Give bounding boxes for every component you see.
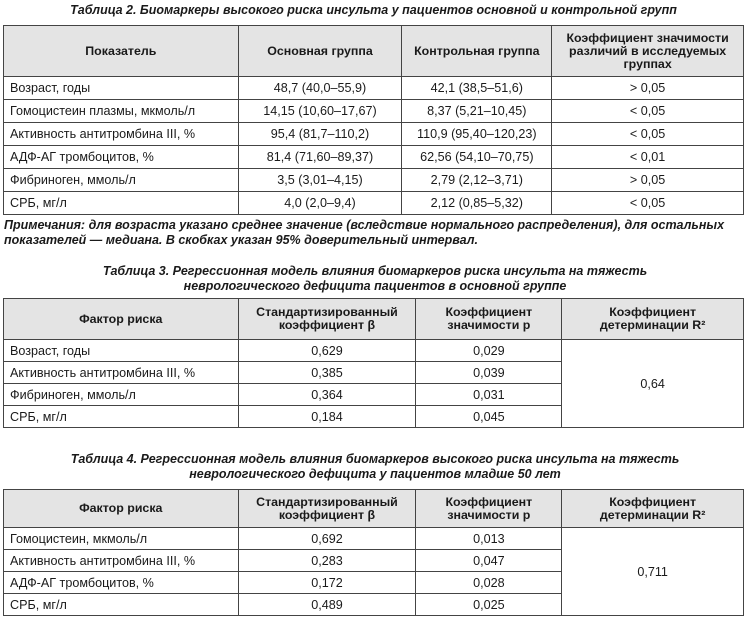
- table-cell: 0,025: [416, 594, 562, 616]
- table-cell: 81,4 (71,60–89,37): [238, 146, 402, 169]
- table-cell: 4,0 (2,0–9,4): [238, 192, 402, 215]
- table-cell: АДФ-АГ тромбоцитов, %: [4, 146, 239, 169]
- table-cell: Гомоцистеин, мкмоль/л: [4, 528, 239, 550]
- table-cell: 0,029: [416, 340, 562, 362]
- table-cell: 0,047: [416, 550, 562, 572]
- table2-header-indicator: Показатель: [4, 26, 239, 77]
- table-cell: 62,56 (54,10–70,75): [402, 146, 552, 169]
- table2-note: Примечания: для возраста указано среднее значение (вследствие нормального распределения), для остальных показателей — медиана. В скобках указан 95% доверительный интервал.: [4, 218, 725, 247]
- table3-title: Таблица 3. Регрессионная модель влияния биомаркеров риска инсульта на тяжесть неврологического дефицита пациентов в основной группе: [102, 264, 648, 293]
- table-cell: 8,37 (5,21–10,45): [402, 100, 552, 123]
- table-cell: 2,79 (2,12–3,71): [402, 169, 552, 192]
- table4-header-p: Коэффициент значимости p: [416, 490, 562, 528]
- table3: [3, 298, 744, 428]
- table2-title: Таблица 2. Биомаркеры высокого риска инсульта у пациентов основной и контрольной групп: [70, 3, 677, 17]
- table-cell: АДФ-АГ тромбоцитов, %: [4, 572, 239, 594]
- table4-r2-value: 0,711: [562, 528, 744, 616]
- table-cell: Возраст, годы: [4, 77, 239, 100]
- table-cell: < 0,05: [552, 192, 744, 215]
- table-cell: 42,1 (38,5–51,6): [402, 77, 552, 100]
- table4-header-risk-factor: Фактор риска: [4, 490, 239, 528]
- table-row: [4, 528, 744, 550]
- table-cell: > 0,05: [552, 169, 744, 192]
- table-cell: 0,031: [416, 384, 562, 406]
- table-cell: Фибриноген, ммоль/л: [4, 384, 239, 406]
- table-row: [4, 146, 744, 169]
- table3-header-risk-factor: Фактор риска: [4, 299, 239, 340]
- table2-header-significance: Коэффициент значимости различий в исследуемых группах: [552, 26, 744, 77]
- table-cell: СРБ, мг/л: [4, 192, 239, 215]
- table-cell: 0,629: [238, 340, 416, 362]
- table-cell: 0,364: [238, 384, 416, 406]
- table-cell: 0,385: [238, 362, 416, 384]
- table-row: [4, 169, 744, 192]
- table-cell: Возраст, годы: [4, 340, 239, 362]
- table-cell: Активность антитромбина III, %: [4, 362, 239, 384]
- table4-header-r2: Коэффициент детерминации R²: [562, 490, 744, 528]
- table-row: [4, 192, 744, 215]
- table-cell: < 0,01: [552, 146, 744, 169]
- table2-header-control-group: Контрольная группа: [402, 26, 552, 77]
- table-cell: Фибриноген, ммоль/л: [4, 169, 239, 192]
- table-cell: 0,283: [238, 550, 416, 572]
- table-cell: < 0,05: [552, 123, 744, 146]
- table2-header-main-group: Основная группа: [238, 26, 402, 77]
- table4: [3, 489, 744, 616]
- table-cell: 3,5 (3,01–4,15): [238, 169, 402, 192]
- table-row: [4, 100, 744, 123]
- table-cell: Гомоцистеин плазмы, мкмоль/л: [4, 100, 239, 123]
- table-cell: СРБ, мг/л: [4, 406, 239, 428]
- table-cell: 0,172: [238, 572, 416, 594]
- table-cell: 0,013: [416, 528, 562, 550]
- table2: [3, 25, 744, 215]
- table-row: [4, 77, 744, 100]
- table3-header-beta: Стандартизированный коэффициент β: [238, 299, 416, 340]
- table-cell: 0,184: [238, 406, 416, 428]
- table3-r2-value: 0,64: [562, 340, 744, 428]
- table-cell: > 0,05: [552, 77, 744, 100]
- table3-header-p: Коэффициент значимости p: [416, 299, 562, 340]
- table-cell: Активность антитромбина III, %: [4, 123, 239, 146]
- table-cell: 0,028: [416, 572, 562, 594]
- table-cell: 0,039: [416, 362, 562, 384]
- table3-header-r2: Коэффициент детерминации R²: [562, 299, 744, 340]
- table-cell: 14,15 (10,60–17,67): [238, 100, 402, 123]
- table-cell: < 0,05: [552, 100, 744, 123]
- table-cell: 0,045: [416, 406, 562, 428]
- table-cell: 0,489: [238, 594, 416, 616]
- table4-title: Таблица 4. Регрессионная модель влияния биомаркеров высокого риска инсульта на тяжесть неврологического дефицита у пациентов младше 50 лет: [70, 452, 680, 481]
- table-row: [4, 340, 744, 362]
- table-cell: СРБ, мг/л: [4, 594, 239, 616]
- table-cell: 110,9 (95,40–120,23): [402, 123, 552, 146]
- table-cell: Активность антитромбина III, %: [4, 550, 239, 572]
- table4-header-beta: Стандартизированный коэффициент β: [238, 490, 416, 528]
- table-row: [4, 123, 744, 146]
- table-cell: 2,12 (0,85–5,32): [402, 192, 552, 215]
- table-cell: 0,692: [238, 528, 416, 550]
- table-cell: 95,4 (81,7–110,2): [238, 123, 402, 146]
- table-cell: 48,7 (40,0–55,9): [238, 77, 402, 100]
